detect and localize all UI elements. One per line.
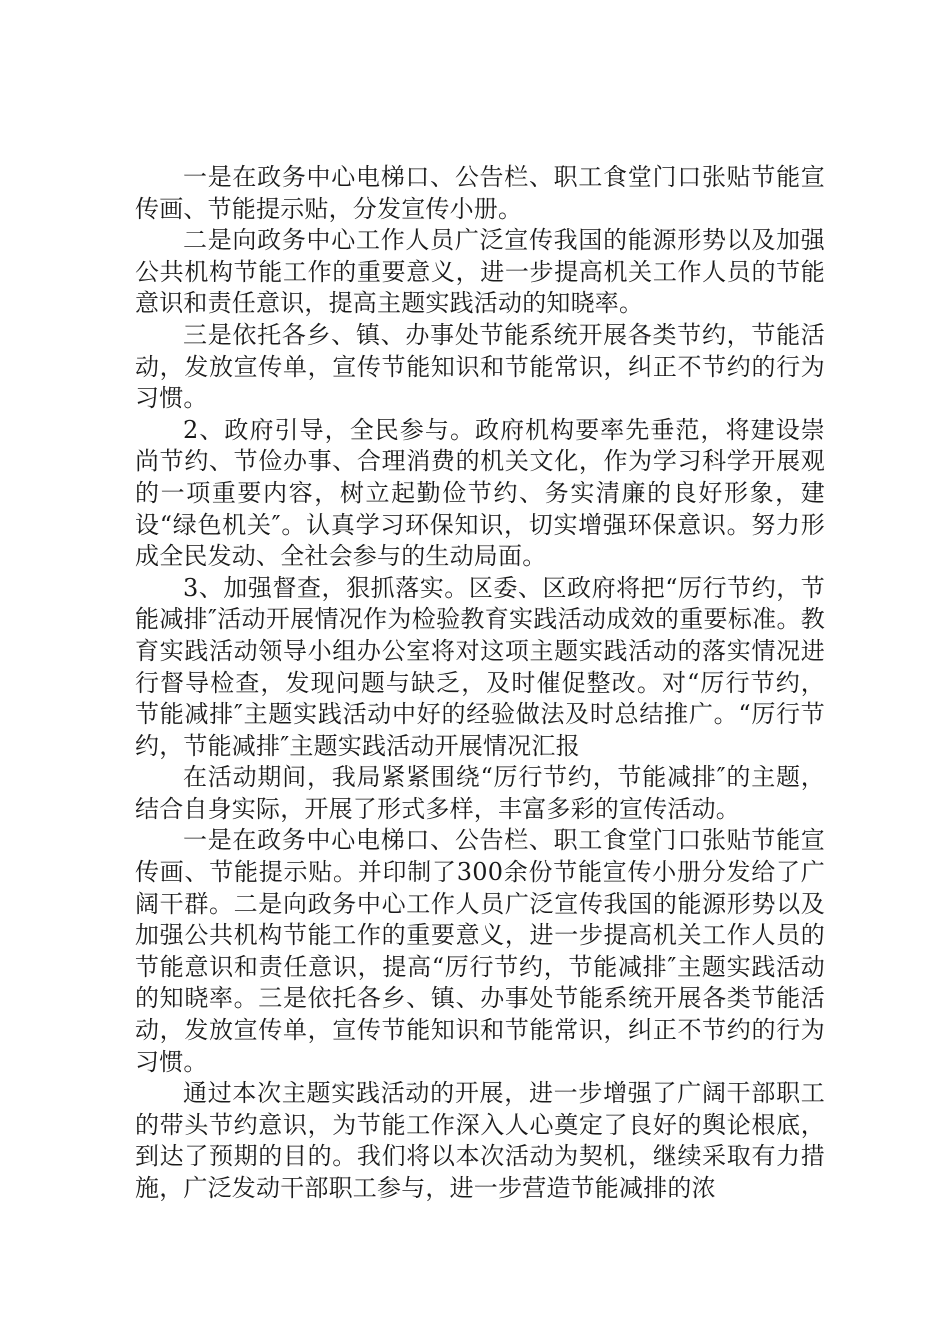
paragraph: 在活动期间，我局紧紧围绕“厉行节约，节能减排″的主题，结合自身实际，开展了形式多样，丰富多彩的宣传活动。: [135, 763, 825, 823]
document-body: [135, 162, 825, 1205]
paragraph: 二是向政务中心工作人员广泛宣传我国的能源形势以及加强公共机构节能工作的重要意义，进一步提高机关工作人员的节能意识和责任意识，提高主题实践活动的知晓率。: [135, 226, 825, 318]
paragraph: 3、加强督查，狠抓落实。区委、区政府将把“厉行节约，节能减排″活动开展情况作为检验教育实践活动成效的重要标准。教育实践活动领导小组办公室将对这项主题实践活动的落实情况进行督导检查，发现问题与缺乏，及时催促整改。对“厉行节约，节能减排″主题实践活动中好的经验做法及时总结推广。“厉行节约，节能减排″主题实践活动开展情况汇报: [135, 573, 825, 760]
paragraph: 通过本次主题实践活动的开展，进一步增强了广阔干部职工的带头节约意识，为节能工作深入人心奠定了良好的舆论根底，到达了预期的目的。我们将以本次活动为契机，继续采取有力措施，广泛发动干部职工参与，进一步营造节能减排的浓: [135, 1079, 825, 1202]
paragraph: 2、政府引导，全民参与。政府机构要率先垂范，将建设崇尚节约、节俭办事、合理消费的机关文化，作为学习科学开展观的一项重要内容，树立起勤俭节约、务实清廉的良好形象，建设“绿色机关″。认真学习环保知识，切实增强环保意识。努力形成全民发动、全社会参与的生动局面。: [135, 415, 825, 571]
paragraph: 三是依托各乡、镇、办事处节能系统开展各类节约，节能活动，发放宣传单，宣传节能知识和节能常识，纠正不节约的行为习惯。: [135, 320, 825, 413]
paragraph: 一是在政务中心电梯口、公告栏、职工食堂门口张贴节能宣传画、节能提示贴，分发宣传小册。: [135, 163, 825, 223]
paragraph: 一是在政务中心电梯口、公告栏、职工食堂门口张贴节能宣传画、节能提示贴。并印制了300余份节能宣传小册分发给了广阔干群。二是向政务中心工作人员广泛宣传我国的能源形势以及加强公共机构节能工作的重要意义，进一步提高机关工作人员的节能意识和责任意识，提高“厉行节约，节能减排″主题实践活动的知晓率。三是依托各乡、镇、办事处节能系统开展各类节能活动，发放宣传单，宣传节能知识和节能常识，纠正不节约的行为习惯。: [135, 826, 825, 1076]
